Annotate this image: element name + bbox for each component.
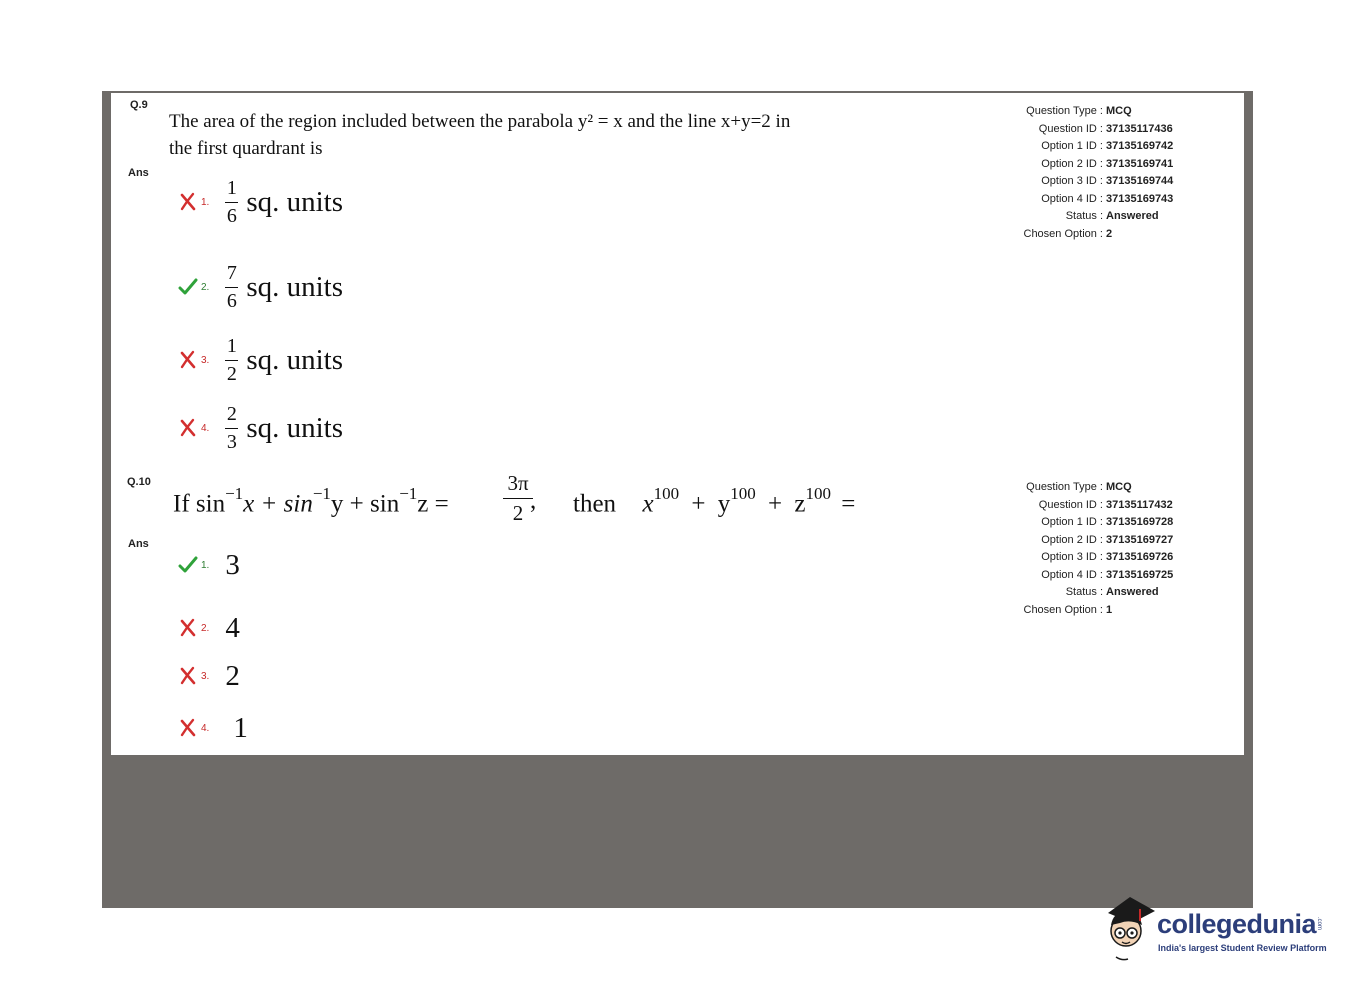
question-equation xyxy=(173,484,449,518)
option-unit: sq. units xyxy=(246,185,344,218)
option-number: 2. xyxy=(201,622,210,634)
metadata-row xyxy=(945,567,1225,585)
question-number: Q.10 xyxy=(127,476,151,488)
option-unit: sq. units xyxy=(246,270,344,303)
equation-power: 100 xyxy=(653,484,680,503)
metadata-row xyxy=(945,584,1225,602)
metadata-key: Question Type : xyxy=(1026,481,1103,493)
option-item xyxy=(178,172,343,232)
metadata-row xyxy=(945,138,1225,156)
fraction-bar xyxy=(225,202,238,203)
metadata-row xyxy=(945,549,1225,567)
cross-icon xyxy=(178,192,198,212)
fraction-bar xyxy=(225,428,238,429)
fraction-numerator: 1 xyxy=(226,177,237,199)
fraction-numerator: 3π xyxy=(507,471,529,495)
equation-var: z xyxy=(794,490,806,518)
fraction-numerator: 7 xyxy=(226,262,237,284)
metadata-key: Option 4 ID : xyxy=(1041,568,1103,581)
metadata-row xyxy=(945,514,1225,532)
collegedunia-logo xyxy=(1100,895,1330,965)
metadata-row xyxy=(945,121,1225,139)
question-metadata xyxy=(945,479,1225,619)
metadata-value: Answered xyxy=(1106,586,1159,598)
metadata-key: Option 1 ID : xyxy=(1041,140,1103,152)
equation-text: x + sin xyxy=(243,490,313,518)
equation-equals: = xyxy=(841,490,856,518)
cross-icon xyxy=(178,618,198,638)
metadata-row xyxy=(945,532,1225,550)
option-unit: sq. units xyxy=(246,411,344,444)
fraction-bar xyxy=(503,498,533,499)
metadata-key: Question ID : xyxy=(1038,122,1103,135)
option-value: 1 xyxy=(233,711,248,744)
equation-superscript: −1 xyxy=(312,484,331,503)
metadata-row xyxy=(945,602,1225,620)
metadata-key: Question Type : xyxy=(1026,105,1103,117)
fraction-denominator: 6 xyxy=(226,290,237,312)
equation-then: then xyxy=(573,490,617,518)
option-number: 1. xyxy=(201,196,210,208)
option-fraction xyxy=(225,336,238,384)
mascot-icon xyxy=(1100,895,1160,965)
fraction-bar xyxy=(225,360,238,361)
metadata-value: Answered xyxy=(1106,210,1159,222)
check-icon xyxy=(178,555,198,575)
option-number: 4. xyxy=(201,722,210,734)
metadata-key: Option 3 ID : xyxy=(1041,175,1103,187)
fraction-bar xyxy=(225,287,238,288)
metadata-value: 1 xyxy=(1106,603,1113,616)
metadata-value: 37135117432 xyxy=(1106,498,1173,511)
metadata-row xyxy=(945,103,1225,121)
equation-rest xyxy=(573,484,856,518)
fraction-denominator: 3 xyxy=(226,431,237,453)
metadata-value: 37135169743 xyxy=(1106,192,1174,205)
metadata-key: Chosen Option : xyxy=(1023,227,1103,240)
metadata-key: Status : xyxy=(1065,586,1103,598)
equation-power: 100 xyxy=(730,484,756,503)
option-item xyxy=(178,535,240,595)
metadata-value: 37135169727 xyxy=(1106,533,1174,546)
cross-icon xyxy=(178,350,198,370)
metadata-value: 37135169742 xyxy=(1106,140,1174,152)
option-item xyxy=(178,330,343,390)
equation-power: 100 xyxy=(805,484,831,503)
metadata-row xyxy=(945,497,1225,515)
cross-icon xyxy=(178,718,198,738)
metadata-key: Option 3 ID : xyxy=(1041,551,1103,563)
metadata-value: 2 xyxy=(1106,227,1113,240)
equation-text: y + sin xyxy=(330,490,400,518)
answer-label: Ans xyxy=(128,538,149,550)
equation-superscript: −1 xyxy=(225,484,244,503)
option-number: 2. xyxy=(201,281,210,293)
option-item xyxy=(178,646,240,706)
cross-icon xyxy=(178,418,198,438)
metadata-key: Status : xyxy=(1065,210,1103,222)
option-value: 3 xyxy=(225,548,240,581)
option-number: 1. xyxy=(201,559,210,571)
metadata-row xyxy=(945,226,1225,244)
question-text xyxy=(169,108,790,162)
metadata-value: 37135169726 xyxy=(1106,551,1174,563)
option-item xyxy=(178,698,248,758)
option-unit: sq. units xyxy=(246,343,344,376)
fraction-numerator: 1 xyxy=(226,335,237,357)
metadata-value: MCQ xyxy=(1106,105,1132,117)
option-item xyxy=(178,398,343,458)
option-item xyxy=(178,257,343,317)
metadata-key: Option 1 ID : xyxy=(1041,516,1103,528)
equation-superscript: −1 xyxy=(399,484,418,503)
equation-comma: , xyxy=(530,487,537,514)
fraction-denominator: 6 xyxy=(226,205,237,227)
question-text-line: The area of the region included between the parabola y² = x and the line x+y=2 in xyxy=(169,111,791,132)
question-metadata xyxy=(945,103,1225,243)
logo-wordmark: collegedunia xyxy=(1157,909,1317,939)
logo-tagline: India's largest Student Review Platform xyxy=(1158,943,1327,953)
option-value: 2 xyxy=(225,659,240,692)
metadata-row xyxy=(945,191,1225,209)
equation-text: If sin xyxy=(173,490,226,518)
metadata-value: MCQ xyxy=(1106,481,1132,493)
metadata-value: 37135169744 xyxy=(1106,175,1174,187)
metadata-key: Chosen Option : xyxy=(1023,603,1103,616)
option-fraction xyxy=(225,263,238,311)
logo-domain: .com xyxy=(1316,917,1322,931)
metadata-row xyxy=(945,173,1225,191)
check-icon xyxy=(178,277,198,297)
question-number: Q.9 xyxy=(130,99,148,111)
metadata-key: Option 2 ID : xyxy=(1041,533,1103,546)
option-number: 4. xyxy=(201,422,210,434)
fraction-numerator: 2 xyxy=(226,403,237,425)
equation-plus: + xyxy=(691,490,706,518)
equation-var: x xyxy=(642,490,654,518)
metadata-key: Option 4 ID : xyxy=(1041,192,1103,205)
fraction-denominator: 2 xyxy=(512,501,524,525)
metadata-value: 37135169725 xyxy=(1106,568,1174,581)
equation-text: z = xyxy=(417,490,449,518)
metadata-key: Question ID : xyxy=(1038,498,1103,511)
fraction-denominator: 2 xyxy=(226,363,237,385)
metadata-row xyxy=(945,208,1225,226)
metadata-value: 37135117436 xyxy=(1106,122,1173,135)
option-fraction xyxy=(225,404,238,452)
equation-var: y xyxy=(717,490,731,518)
metadata-row xyxy=(945,479,1225,497)
question-text-line: the first quardrant is xyxy=(169,138,323,159)
metadata-key: Option 2 ID : xyxy=(1041,157,1103,170)
metadata-value: 37135169741 xyxy=(1106,157,1174,170)
option-number: 3. xyxy=(201,670,210,682)
option-value: 4 xyxy=(225,611,240,644)
cross-icon xyxy=(178,666,198,686)
equation-plus: + xyxy=(768,490,783,518)
option-fraction xyxy=(225,178,238,226)
option-number: 3. xyxy=(201,354,210,366)
metadata-value: 37135169728 xyxy=(1106,516,1174,528)
metadata-row xyxy=(945,156,1225,174)
equation-fraction xyxy=(503,473,533,524)
answer-label: Ans xyxy=(128,167,149,179)
